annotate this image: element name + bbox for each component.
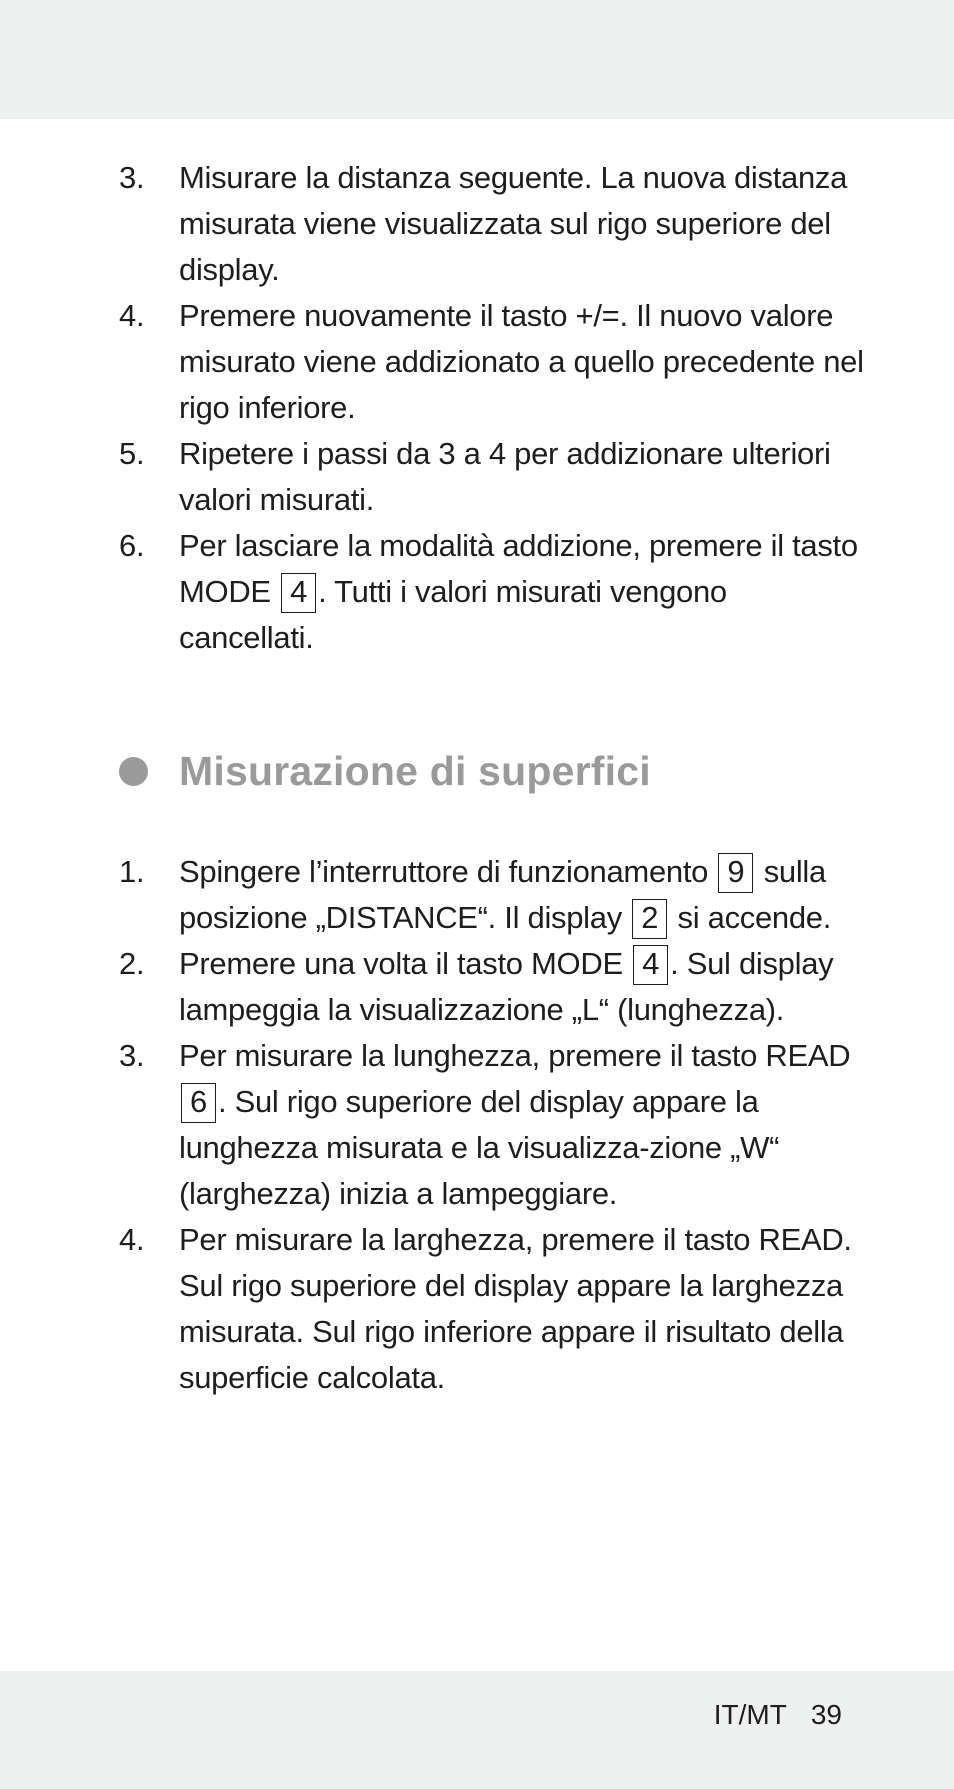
section-heading [119,748,651,795]
language-code: IT/MT [713,1699,787,1730]
list-item [0,1033,954,1217]
page-number: 39 [810,1699,842,1730]
step-text: sulla posizione „DISTANCE“. Il display [179,854,826,935]
step-text: . Sul rigo superiore del display appare la lunghezza misurata e la visualizza-zione „W“ (larghezza) inizia a lampeggiare. [179,1084,780,1211]
step-number: 4. [119,1222,145,1257]
page-footer [714,1699,842,1731]
step-text: si accende. [677,900,832,935]
instruction-list-bottom [0,849,954,1401]
step-number: 6. [119,528,145,563]
step-number: 5. [119,436,145,471]
step-text: Per misurare la larghezza, premere il tasto READ. Sul rigo superiore del display appare la larghezza misurata. Sul rigo inferiore appare il risultato della superficie calcolata. [179,1222,852,1395]
step-number: 4. [119,298,145,333]
list-item [0,155,954,293]
step-number: 3. [119,160,145,195]
step-text: Per lasciare la modalità addizione, premere il tasto MODE [179,528,858,609]
list-item [0,941,954,1033]
step-number: 2. [119,946,145,981]
part-reference-box: 2 [632,899,667,939]
step-text: Misurare la distanza seguente. La nuova distanza misurata viene visualizzata sul rigo superiore del display. [179,160,848,287]
part-reference-box: 6 [181,1083,216,1123]
part-reference-box: 4 [633,945,668,985]
list-item [0,293,954,431]
step-number: 1. [119,854,145,889]
step-number: 3. [119,1038,145,1073]
list-item [0,1217,954,1401]
section-title: Misurazione di superfici [179,748,651,794]
step-text: Ripetere i passi da 3 a 4 per addizionare ulteriori valori misurati. [179,436,831,517]
step-text: Premere una volta il tasto MODE [179,946,623,981]
step-text: Premere nuovamente il tasto +/=. Il nuovo valore misurato viene addizionato a quello precedente nel rigo inferiore. [179,298,864,425]
list-item [0,523,954,661]
step-text: Spingere l’interruttore di funzionamento [179,854,709,889]
list-item [0,849,954,941]
list-item [0,431,954,523]
part-reference-box: 4 [281,573,316,613]
instruction-list-top [0,155,954,661]
step-text: Per misurare la lunghezza, premere il tasto READ [179,1038,851,1073]
part-reference-box: 9 [718,853,753,893]
step-text: . Sul display lampeggia la visualizzazione „L“ (lunghezza). [179,946,834,1027]
step-text: . Tutti i valori misurati vengono cancellati. [179,574,727,655]
bullet-icon [119,757,148,786]
top-margin-band [0,0,954,119]
